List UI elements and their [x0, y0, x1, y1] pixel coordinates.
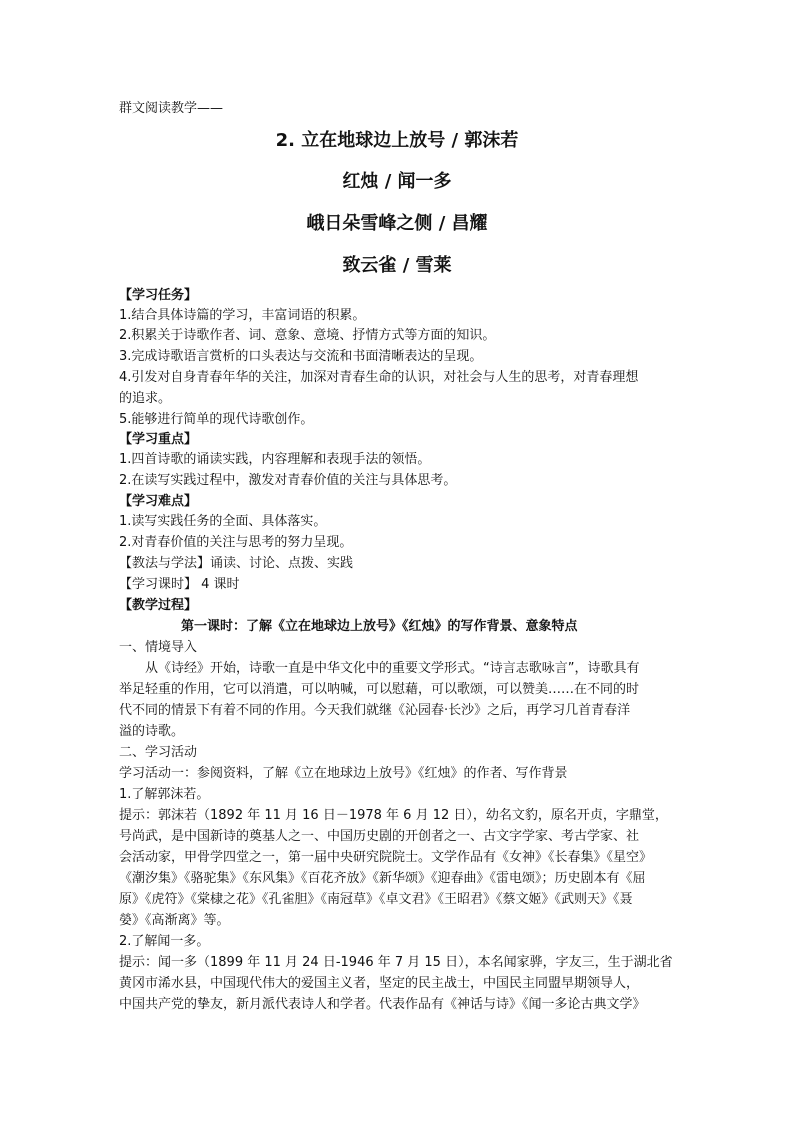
- intro-paragraph-line: 从《诗经》开始，诗歌一直是中华文化中的重要文学形式。“诗言志歌咏言”，诗歌具有: [145, 661, 640, 676]
- task-item: 2.积累关于诗歌作者、词、意象、意境、抒情方式等方面的知识。: [119, 328, 496, 343]
- title-2: 红烛 / 闻一多: [342, 171, 452, 192]
- series-header: 群文阅读教学——: [119, 101, 224, 116]
- activity-one: 学习活动一：参阅资料，了解《立在地球边上放号》《红烛》的作者、写作背景: [119, 766, 568, 781]
- task-item-continuation: 的追求。: [119, 391, 172, 406]
- section-activities-heading: 二、学习活动: [119, 745, 198, 760]
- guo-text-line: 号尚武，是中国新诗的奠基人之一、中国历史剧的开创者之一、古文字学家、考古学家、社: [119, 829, 640, 844]
- task-item: 3.完成诗歌语言赏析的口头表达与交流和书面清晰表达的呈现。: [119, 349, 483, 364]
- wen-text-line: 黄冈市浠水县，中国现代伟大的爱国主义者，坚定的民主战士，中国民主同盟早期领导人，: [119, 976, 640, 991]
- difficulty-item: 2.对青春价值的关注与思考的努力呈现。: [119, 535, 353, 550]
- wen-text-line: 中国共产党的挚友，新月派代表诗人和学者。代表作品有《神话与诗》《闻一多论古典文学》: [119, 997, 646, 1012]
- lesson-hours: 【学习课时】 4 课时: [119, 577, 240, 592]
- title-4: 致云雀 / 雪莱: [342, 255, 452, 276]
- task-item: 4.引发对自身青春年华的关注，加深对青春生命的认识，对社会与人生的思考，对青春理想: [119, 370, 639, 385]
- difficulty-item: 1.读写实践任务的全面、具体落实。: [119, 514, 327, 529]
- wen-text-line: 提示：闻一多（1899 年 11 月 24 日-1946 年 7 月 15 日），本名闻家骅，字友三，生于湖北省: [119, 955, 673, 970]
- guo-heading: 1.了解郭沫若。: [119, 787, 210, 802]
- difficulty-heading: 【学习难点】: [119, 494, 198, 509]
- focus-heading: 【学习重点】: [119, 432, 198, 447]
- intro-paragraph-line: 溢的诗歌。: [119, 724, 185, 739]
- process-heading: 【教学过程】: [119, 598, 198, 613]
- title-1: 2. 立在地球边上放号 / 郭沫若: [275, 130, 519, 151]
- guo-text-line: 提示：郭沫若（1892 年 11 月 16 日－1978 年 6 月 12 日），幼名文豹，原名开贞，字鼎堂，: [119, 808, 668, 823]
- focus-item: 1.四首诗歌的诵读实践，内容理解和表现手法的领悟。: [119, 452, 431, 467]
- guo-text-line: 《潮汐集》《骆驼集》《东风集》《百花齐放》《新华颂》《迎春曲》《雷电颂》；历史剧本有《屈: [119, 871, 646, 886]
- section-intro-heading: 一、情境导入: [119, 640, 198, 655]
- task-item: 1.结合具体诗篇的学习，丰富词语的积累。: [119, 308, 366, 323]
- lesson-title: 第一课时：了解《立在地球边上放号》《红烛》的写作背景、意象特点: [181, 619, 578, 634]
- wen-heading: 2.了解闻一多。: [119, 934, 210, 949]
- title-3: 峨日朵雪峰之侧 / 昌耀: [306, 213, 488, 234]
- teaching-method: 【教法与学法】诵读、讨论、点拨、实践: [119, 556, 354, 571]
- focus-item: 2.在读写实践过程中，激发对青春价值的关注与具体思考。: [119, 473, 457, 488]
- intro-paragraph-line: 举足轻重的作用，它可以消遣，可以呐喊，可以慰藉，可以歌颂，可以赞美……在不同的时: [119, 682, 640, 697]
- guo-text-line: 原》《虎符》《棠棣之花》《孔雀胆》《南冠草》《卓文君》《王昭君》《蔡文姬》《武则天》《聂: [119, 892, 633, 907]
- guo-text-line: 会活动家，甲骨学四堂之一，第一届中央研究院院士。文学作品有《女神》《长春集》《星空》: [119, 850, 653, 865]
- guo-text-line: 嫈》《高渐离》等。: [119, 913, 230, 928]
- intro-paragraph-line: 代不同的情景下有着不同的作用。今天我们就继《沁园春·长沙》之后，再学习几首青春洋: [119, 703, 631, 718]
- task-item: 5.能够进行简单的现代诗歌创作。: [119, 412, 314, 427]
- tasks-heading: 【学习任务】: [119, 288, 198, 303]
